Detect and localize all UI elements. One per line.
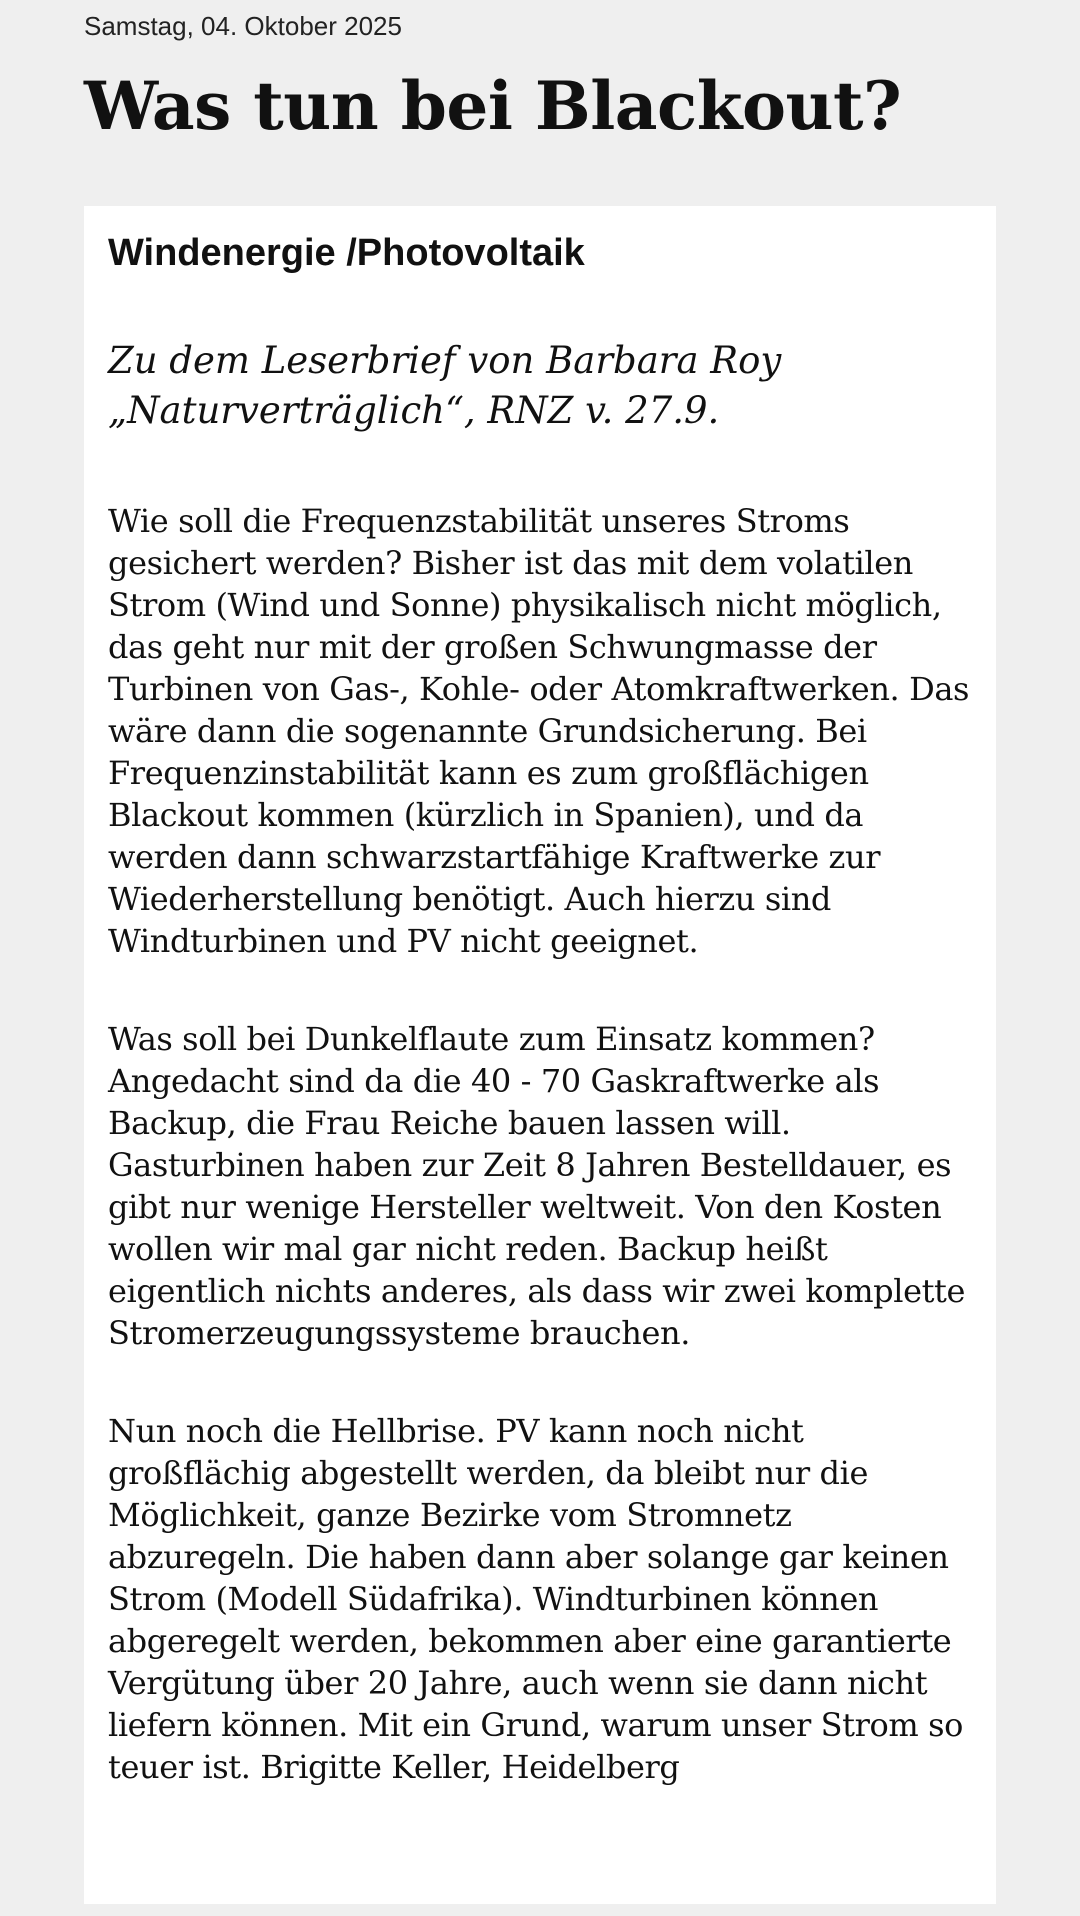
article-category: Windenergie /Photovoltaik	[108, 232, 585, 274]
article-paragraph-1: Wie soll die Frequenzstabilität unseres Stroms gesichert werden? Bisher ist das mit dem volatilen Strom (Wind und Sonne) physikalisch nicht möglich, das geht nur mit der großen Schwungmasse der Turbinen von Gas-, Kohle- oder Atomkraftwerken. Das wäre dann die sogenannte Grundsicherung. Bei Frequenzinstabilität kann es zum großflächigen Blackout kommen (kürzlich in Spanien), und da werden dann schwarzstartfähige Kraftwerke zur Wiederherstellung benötigt. Auch hierzu sind Windturbinen und PV nicht geeignet.	[108, 502, 970, 960]
article-paragraph-2: Was soll bei Dunkelflaute zum Einsatz kommen? Angedacht sind da die 40 - 70 Gaskraftwerke als Backup, die Frau Reiche bauen lassen will. Gasturbinen haben zur Zeit 8 Jahren Bestelldauer, es gibt nur wenige Hersteller weltweit. Von den Kosten wollen wir mal gar nicht reden. Backup heißt eigentlich nichts anderes, als dass wir zwei komplette Stromerzeugungssysteme brauchen.	[108, 1020, 966, 1352]
subtitle-line-2: „Naturverträglich“, RNZ v. 27.9.	[108, 389, 720, 432]
article-subtitle	[108, 336, 972, 436]
publication-date: Samstag, 04. Oktober 2025	[84, 11, 402, 41]
article-card	[84, 206, 996, 1904]
article-paragraph-3: Nun noch die Hellbrise. PV kann noch nicht großflächig abgestellt werden, da bleibt nur die Möglichkeit, ganze Bezirke vom Stromnetz abzuregeln. Die haben dann aber solange gar keinen Strom (Modell Südafrika). Windturbinen können abgeregelt werden, bekommen aber eine garantierte Vergütung über 20 Jahre, auch wenn sie dann nicht liefern können. Mit ein Grund, warum unser Strom so teuer ist. Brigitte Keller, Heidelberg	[108, 1412, 964, 1786]
article-header	[84, 0, 996, 144]
subtitle-line-1: Zu dem Leserbrief von Barbara Roy	[108, 339, 782, 382]
article-headline: Was tun bei Blackout?	[84, 67, 902, 145]
